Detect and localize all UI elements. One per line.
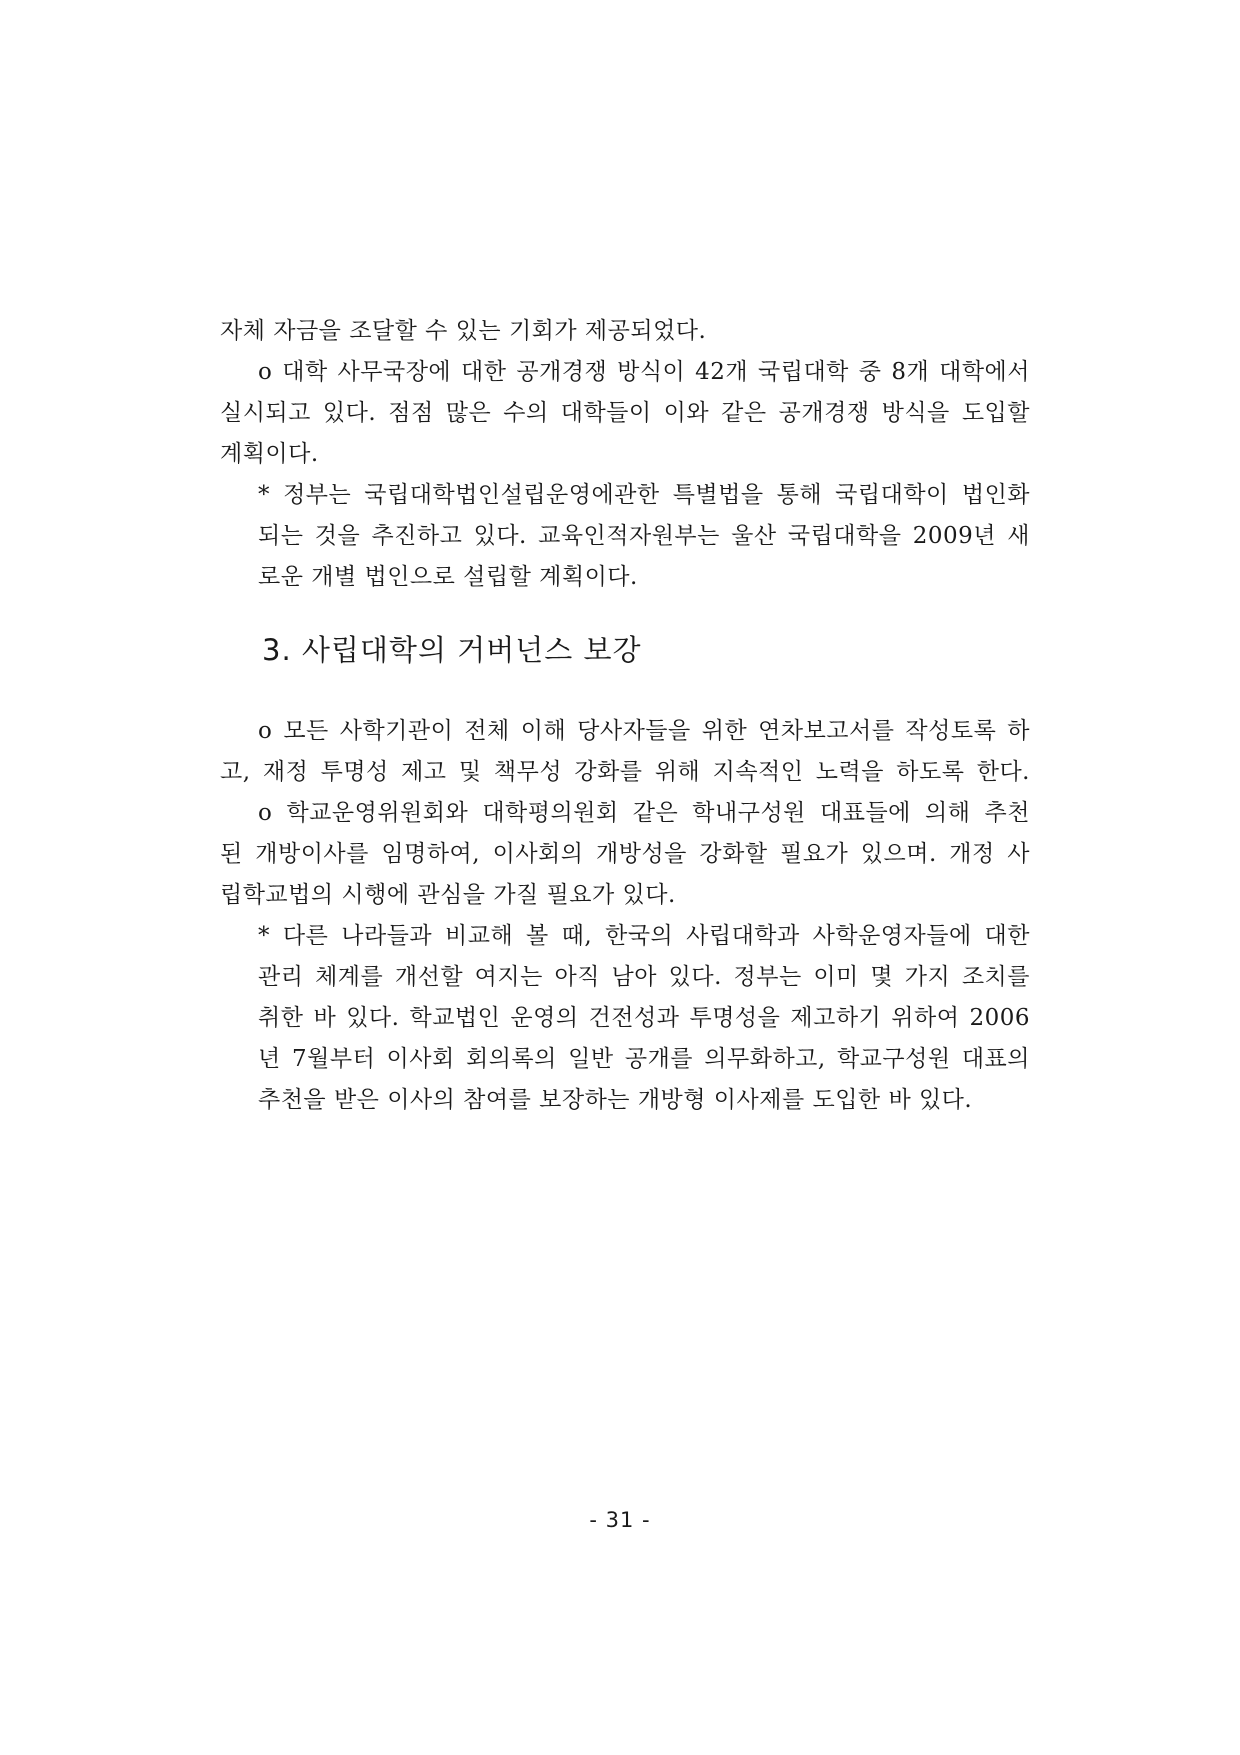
paragraph-line: 고, 재정 투명성 제고 및 책무성 강화를 위해 지속적인 노력을 하도록 한다. bbox=[220, 759, 1030, 785]
paragraph-line: 계획이다. bbox=[220, 441, 319, 467]
paragraph-line: 실시되고 있다. 점점 많은 수의 대학들이 이와 같은 공개경쟁 방식을 도입할 bbox=[220, 400, 1030, 426]
note-line: 로운 개별 법인으로 설립할 계획이다. bbox=[258, 564, 638, 590]
note-line: 취한 바 있다. 학교법인 운영의 건전성과 투명성을 제고하기 위하여 2006 bbox=[258, 1005, 1030, 1031]
note-line: 되는 것을 추진하고 있다. 교육인적자원부는 울산 국립대학을 2009년 새 bbox=[258, 523, 1030, 549]
note-line: 관리 체계를 개선할 여지는 아직 남아 있다. 정부는 이미 몇 가지 조치를 bbox=[258, 964, 1030, 990]
note-line: * 정부는 국립대학법인설립운영에관한 특별법을 통해 국립대학이 법인화 bbox=[258, 482, 1030, 508]
paragraph-line: o 대학 사무국장에 대한 공개경쟁 방식이 42개 국립대학 중 8개 대학에서 bbox=[258, 359, 1030, 385]
paragraph-line: 된 개방이사를 임명하여, 이사회의 개방성을 강화할 필요가 있으며. 개정 사 bbox=[220, 841, 1030, 867]
paragraph-line: 립학교법의 시행에 관심을 가질 필요가 있다. bbox=[220, 882, 676, 908]
note-line: 년 7월부터 이사회 회의록의 일반 공개를 의무화하고, 학교구성원 대표의 bbox=[258, 1046, 1030, 1072]
paragraph-line: o 학교운영위원회와 대학평의원회 같은 학내구성원 대표들에 의해 추천 bbox=[258, 800, 1030, 826]
note-line: 추천을 받은 이사의 참여를 보장하는 개방형 이사제를 도입한 바 있다. bbox=[258, 1087, 973, 1113]
section-heading: 3. 사립대학의 거버넌스 보강 bbox=[262, 633, 642, 667]
page-number: - 31 - bbox=[589, 1508, 651, 1532]
note-line: * 다른 나라들과 비교해 볼 때, 한국의 사립대학과 사학운영자들에 대한 bbox=[258, 923, 1030, 949]
paragraph-line: 자체 자금을 조달할 수 있는 기회가 제공되었다. bbox=[220, 318, 707, 344]
paragraph-line: o 모든 사학기관이 전체 이해 당사자들을 위한 연차보고서를 작성토록 하 bbox=[258, 718, 1030, 744]
